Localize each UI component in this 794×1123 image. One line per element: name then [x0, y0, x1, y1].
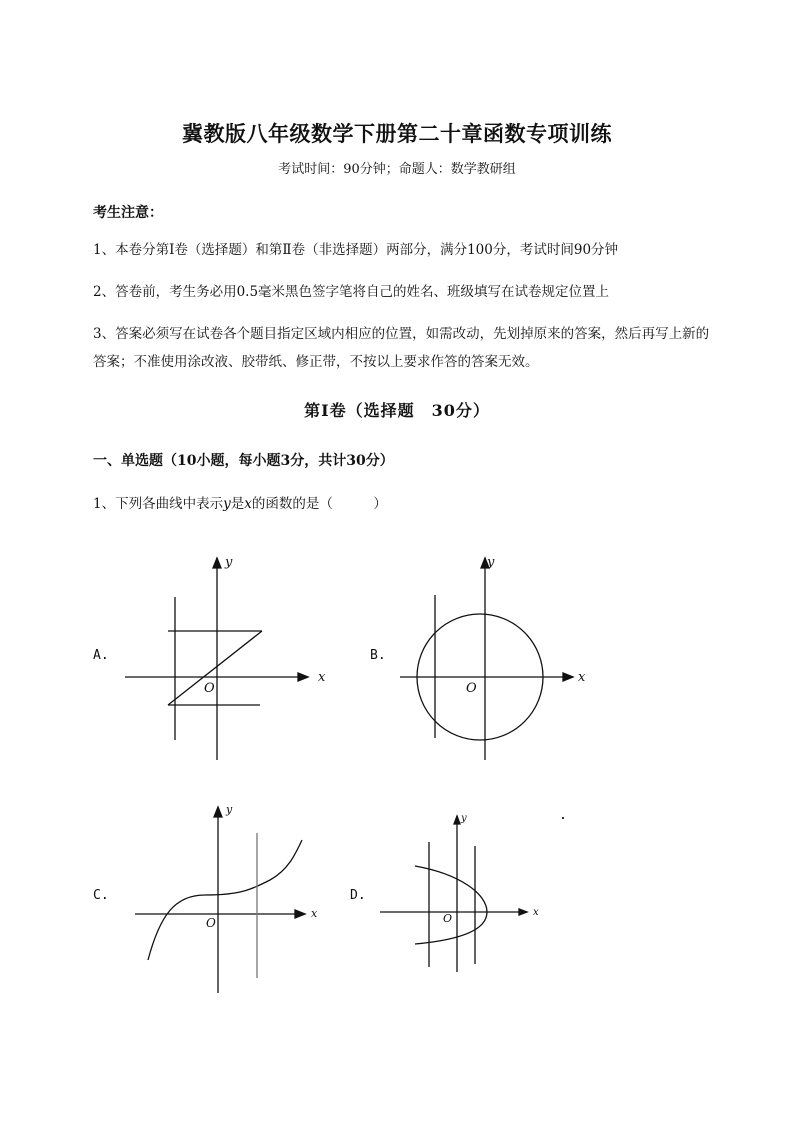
- option-a-diagonal-line: [168, 631, 262, 705]
- question-1-prefix: 1、下列各曲线中表示: [93, 496, 224, 512]
- notice-item-1: 1、本卷分第Ⅰ卷（选择题）和第Ⅱ卷（非选择题）两部分，满分100分，考试时间90分钟: [93, 242, 619, 258]
- option-b-label: B.: [370, 648, 386, 663]
- option-a-x-arrow: [298, 673, 308, 681]
- option-c-y-arrow: [214, 807, 222, 817]
- option-d-x-label: x: [533, 907, 539, 918]
- option-a-y-label: y: [225, 555, 233, 570]
- option-a-graph: [120, 550, 340, 770]
- stray-dot: [562, 817, 564, 819]
- option-a-y-arrow: [213, 558, 221, 568]
- option-a-x-label: x: [318, 670, 326, 685]
- option-d-y-label: y: [461, 813, 467, 824]
- option-b-graph: [395, 550, 615, 770]
- option-c-curve: [148, 840, 302, 960]
- option-a-origin-label: O: [204, 681, 215, 696]
- option-c-graph: [130, 795, 350, 1005]
- option-d-x-arrow: [519, 909, 527, 915]
- option-d-origin-label: O: [443, 912, 453, 925]
- question-1-suffix: 的函数的是（ ）: [251, 496, 387, 512]
- option-d-parabola: [415, 866, 487, 944]
- option-c-origin-label: O: [206, 916, 216, 930]
- question-1-middle: 是: [230, 496, 245, 512]
- question-1-stem: [93, 492, 387, 512]
- section-title: 第Ⅰ卷（选择题 30分）: [304, 401, 490, 420]
- option-b-x-label: x: [578, 670, 586, 685]
- option-c-y-label: y: [226, 803, 233, 816]
- question-1-var-x: x: [244, 496, 252, 512]
- exam-title: 冀教版八年级数学下册第二十章函数专项训练: [182, 121, 612, 146]
- option-b-origin-label: O: [466, 681, 477, 696]
- option-a-label: A.: [93, 648, 109, 663]
- option-b-y-label: y: [487, 555, 495, 570]
- option-b-x-arrow: [563, 673, 573, 681]
- notice-item-2: 2、答卷前，考生务必用0.5毫米黑色签字笔将自己的姓名、班级填写在试卷规定位置上: [93, 284, 610, 300]
- option-c-label: C.: [93, 888, 109, 903]
- exam-subtitle: 考试时间：90分钟；命题人：数学教研组: [278, 162, 516, 177]
- notice-item-3: 3、答案必须写在试卷各个题目指定区域内相应的位置，如需改动，先划掉原来的答案，然后再写上新的答案；不准使用涂改液、胶带纸、修正带，不按以上要求作答的答案无效。: [93, 326, 710, 370]
- question-1-var-y: y: [223, 496, 231, 512]
- notice-title: 考生注意：: [93, 205, 163, 221]
- option-c-x-label: x: [311, 907, 318, 920]
- option-c-x-arrow: [295, 910, 305, 918]
- part-title: 一、单选题（10小题，每小题3分，共计30分）: [93, 453, 394, 469]
- option-d-graph: [375, 812, 575, 982]
- option-d-label: D.: [350, 888, 366, 903]
- option-d-y-arrow: [454, 816, 460, 824]
